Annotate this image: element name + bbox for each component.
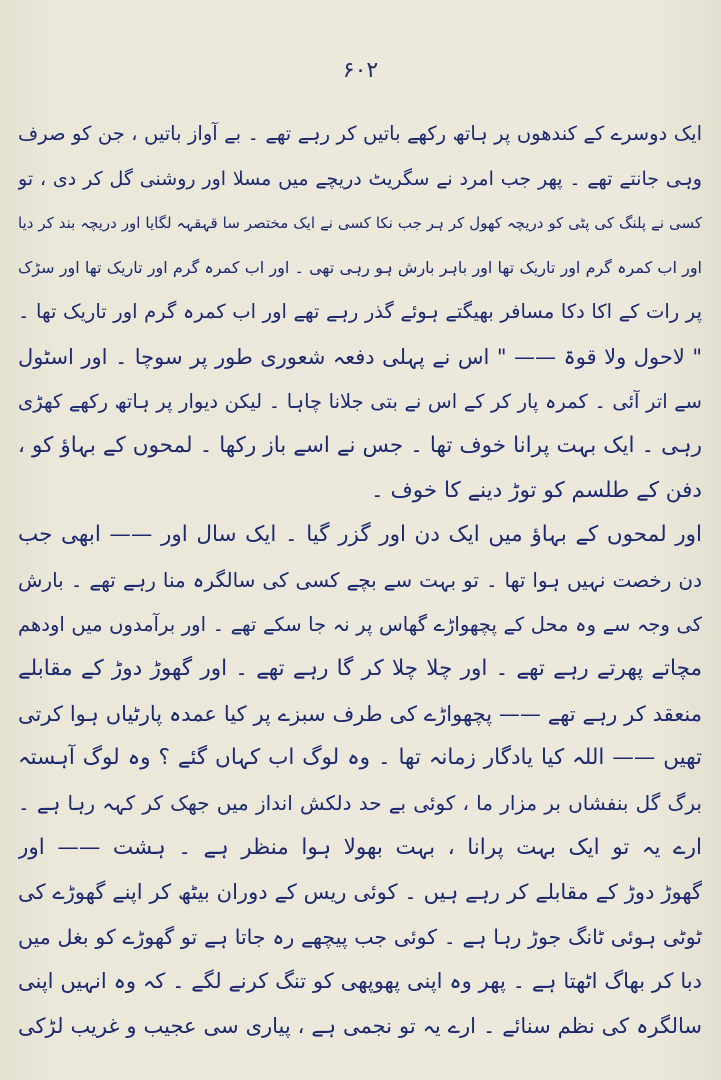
text-line: دبا کر بھاگ اٹھتا ہے ۔ پھر وہ اپنی پھوپھی کو تنگ کرنے لگے ۔ کہ وہ انہیں اپنی [18, 969, 702, 994]
text-line: ایک دوسرے کے کندھوں پر ہاتھ رکھے باتیں کر رہے تھے ۔ بے آواز باتیں ، جن کو صرف [18, 122, 702, 145]
text-line: تھیں —— اللہ کیا یادگار زمانہ تھا ۔ وہ لوگ اب کہاں گئے ؟ وہ لوگ آہستہ [18, 745, 702, 771]
paragraph [18, 335, 702, 513]
text-line: برگ گل بنفشاں بر مزار ما ، کوئی بے حد دلکش انداز میں جھک کر کہہ رہا ہے ۔ [18, 790, 702, 815]
text-line: اور اب کمرہ گرم اور تاریک تھا اور باہر بارش ہو رہی تھی ۔ اور اب کمرہ گرم اور تاریک تھا اور سڑک [18, 257, 702, 277]
text-line: وہی جانتے تھے ۔ پھر جب امرد نے سگریٹ دریچے میں مسلا اور روشنی گل کر دی ، تو [18, 167, 702, 190]
text-line: پر رات کے اکا دکا مسافر بھیگتے ہوئے گذر رہے تھے اور اب کمرہ گرم اور تاریک تھا ۔ [18, 300, 702, 324]
text-line: " لاحول ولا قوۃ —— " اس نے پہلی دفعہ شعوری طور پر سوچا ۔ اور اسٹول [18, 344, 702, 369]
text-line: ٹوٹی ہوئی ٹانگ جوڑ رہا ہے ۔ کوئی جب پیچھے رہ جاتا ہے تو گھوڑے کو بغل میں [18, 924, 702, 949]
text-line: دفن کے طلسم کو توڑ دینے کا خوف ۔ [371, 477, 702, 503]
paragraph [18, 826, 702, 1049]
text-line: سالگرہ کی نظم سنائے ۔ ارے یہ تو نجمی ہے ، پیاری سی عجیب و غریب لڑکی [18, 1013, 702, 1038]
page-number: ۶۰۲ [342, 58, 379, 83]
paragraph [18, 112, 702, 335]
text-line: سے اتر آئی ۔ کمرہ پار کر کے اس نے بتی جلانا چاہا ۔ لیکن دیوار پر ہاتھ رکھے کھڑی [18, 389, 702, 413]
text-line: رہی ۔ ایک بہت پرانا خوف تھا ۔ جس نے اسے باز رکھا ۔ لمحوں کے بہاؤ کو ، [18, 433, 702, 459]
text-line: منعقد کر رہے تھے —— پچھواڑے کی طرف سبزے پر کیا عمدہ پارٹیاں ہوا کرتی [18, 701, 702, 726]
text-line: دن رخصت نہیں ہوا تھا ۔ تو بہت سے بچے کسی کی سالگرہ منا رہے تھے ۔ بارش [18, 567, 702, 592]
text-line: ارے یہ تو ایک بہت پرانا ، بہت بھولا ہوا منظر ہے ۔ ہشت —— اور [18, 834, 702, 860]
text-line: اور لمحوں کے بہاؤ میں ایک دن اور گزر گیا ۔ ایک سال اور —— ابھی جب [18, 522, 702, 548]
text-line: مچاتے پھرتے رہے تھے ۔ اور چلا چلا کر گا رہے تھے ۔ اور گھوڑ دوڑ کے مقابلے [18, 656, 702, 682]
text-line: کی وجہ سے وہ محل کے پچھواڑے گھاس پر نہ جا سکے تھے ۔ اور برآمدوں میں اودھم [18, 612, 702, 636]
paragraph [18, 513, 702, 825]
text-line: گھوڑ دوڑ کے مقابلے کر رہے ہیں ۔ کوئی ریس کے دوران بیٹھ کر اپنے گھوڑے کی [18, 880, 702, 905]
text-line: کسی نے پلنگ کی پٹی کو دریچہ کھول کر ہر جب نکا کسی نے ایک مختصر سا قہقہہ لگایا اور دریچہ بند کر دیا [18, 214, 702, 233]
page-text [18, 112, 702, 1048]
